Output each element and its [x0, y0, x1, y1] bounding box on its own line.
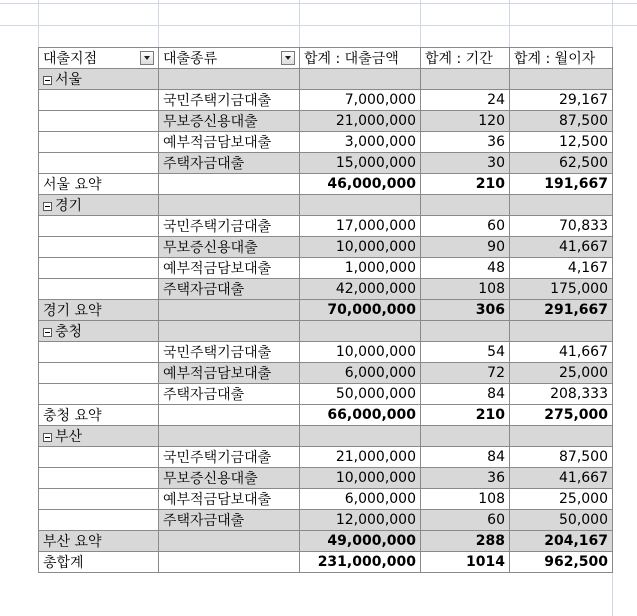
- group-name: 서울: [55, 72, 83, 88]
- empty-cell[interactable]: [510, 321, 613, 342]
- loan-type-cell[interactable]: 무보증신용대출: [159, 111, 300, 132]
- interest-cell[interactable]: 87,500: [510, 111, 613, 132]
- table-row: [39, 153, 613, 174]
- amount-cell[interactable]: 21,000,000: [300, 447, 421, 468]
- loan-type-cell[interactable]: 무보증신용대출: [159, 468, 300, 489]
- gridline: [509, 0, 510, 47]
- subtotal-interest[interactable]: 204,167: [510, 531, 613, 552]
- amount-cell[interactable]: 3,000,000: [300, 132, 421, 153]
- header-interest[interactable]: 합계 : 월이자: [510, 48, 613, 69]
- table-row: [39, 342, 613, 363]
- group-header-row: [39, 426, 613, 447]
- amount-cell[interactable]: 17,000,000: [300, 216, 421, 237]
- subtotal-label[interactable]: 경기 요약: [39, 300, 159, 321]
- loan-type-cell[interactable]: 무보증신용대출: [159, 237, 300, 258]
- interest-cell[interactable]: 62,500: [510, 153, 613, 174]
- empty-cell[interactable]: [39, 132, 159, 153]
- empty-cell[interactable]: [159, 405, 300, 426]
- subtotal-amount[interactable]: 70,000,000: [300, 300, 421, 321]
- amount-cell[interactable]: 15,000,000: [300, 153, 421, 174]
- interest-cell[interactable]: 29,167: [510, 90, 613, 111]
- subtotal-amount[interactable]: 49,000,000: [300, 531, 421, 552]
- interest-cell[interactable]: 4,167: [510, 258, 613, 279]
- empty-cell[interactable]: [159, 321, 300, 342]
- pivot-table: [38, 47, 613, 573]
- loan-type-cell[interactable]: 예부적금담보대출: [159, 363, 300, 384]
- loan-type-cell[interactable]: 주택자금대출: [159, 384, 300, 405]
- amount-cell[interactable]: 42,000,000: [300, 279, 421, 300]
- table-row: [39, 489, 613, 510]
- empty-cell[interactable]: [300, 69, 421, 90]
- table-row: [39, 216, 613, 237]
- empty-cell[interactable]: [159, 552, 300, 573]
- pivot-header-row: [39, 48, 613, 69]
- amount-cell[interactable]: 21,000,000: [300, 111, 421, 132]
- loan-type-cell[interactable]: 국민주택기금대출: [159, 216, 300, 237]
- loan-type-cell[interactable]: 예부적금담보대출: [159, 489, 300, 510]
- subtotal-period[interactable]: 210: [421, 174, 510, 195]
- period-cell[interactable]: 84: [421, 384, 510, 405]
- table-row: [39, 363, 613, 384]
- empty-cell[interactable]: [300, 195, 421, 216]
- group-label-cell[interactable]: [39, 195, 159, 216]
- period-cell[interactable]: 54: [421, 342, 510, 363]
- loan-type-cell[interactable]: 국민주택기금대출: [159, 447, 300, 468]
- empty-cell[interactable]: [510, 195, 613, 216]
- empty-cell[interactable]: [421, 69, 510, 90]
- subtotal-period[interactable]: 288: [421, 531, 510, 552]
- collapse-minus-icon[interactable]: [43, 328, 52, 337]
- empty-cell[interactable]: [421, 426, 510, 447]
- interest-cell[interactable]: 41,667: [510, 342, 613, 363]
- amount-cell[interactable]: 12,000,000: [300, 510, 421, 531]
- period-cell[interactable]: 36: [421, 132, 510, 153]
- period-cell[interactable]: 72: [421, 363, 510, 384]
- loan-type-cell[interactable]: 주택자금대출: [159, 153, 300, 174]
- interest-cell[interactable]: 25,000: [510, 489, 613, 510]
- loan-type-cell[interactable]: 주택자금대출: [159, 279, 300, 300]
- filter-dropdown-icon[interactable]: [140, 51, 154, 65]
- header-amount[interactable]: 합계 : 대출금액: [300, 48, 421, 69]
- gridline: [0, 25, 637, 26]
- gridline: [299, 0, 300, 47]
- empty-cell[interactable]: [300, 426, 421, 447]
- empty-cell[interactable]: [39, 447, 159, 468]
- table-row: [39, 111, 613, 132]
- amount-cell[interactable]: 7,000,000: [300, 90, 421, 111]
- empty-cell[interactable]: [159, 69, 300, 90]
- empty-cell[interactable]: [39, 153, 159, 174]
- grand-total-row: [39, 552, 613, 573]
- empty-cell[interactable]: [421, 321, 510, 342]
- loan-type-cell[interactable]: 주택자금대출: [159, 510, 300, 531]
- interest-cell[interactable]: 70,833: [510, 216, 613, 237]
- group-name: 경기: [55, 198, 83, 214]
- table-row: [39, 258, 613, 279]
- gridline: [38, 0, 39, 47]
- period-cell[interactable]: 48: [421, 258, 510, 279]
- empty-cell[interactable]: [39, 90, 159, 111]
- grand-total-interest[interactable]: 962,500: [510, 552, 613, 573]
- period-cell[interactable]: 108: [421, 279, 510, 300]
- group-name: 부산: [55, 429, 83, 445]
- subtotal-period[interactable]: 306: [421, 300, 510, 321]
- subtotal-amount[interactable]: 66,000,000: [300, 405, 421, 426]
- table-row: [39, 510, 613, 531]
- grand-total-amount[interactable]: 231,000,000: [300, 552, 421, 573]
- empty-cell[interactable]: [39, 237, 159, 258]
- period-cell[interactable]: 30: [421, 153, 510, 174]
- empty-cell[interactable]: [159, 195, 300, 216]
- header-branch[interactable]: [39, 48, 159, 69]
- subtotal-period[interactable]: 210: [421, 405, 510, 426]
- period-cell[interactable]: 84: [421, 447, 510, 468]
- subtotal-label[interactable]: 서울 요약: [39, 174, 159, 195]
- empty-cell[interactable]: [159, 300, 300, 321]
- period-cell[interactable]: 60: [421, 510, 510, 531]
- empty-cell[interactable]: [39, 384, 159, 405]
- loan-type-cell[interactable]: 예부적금담보대출: [159, 132, 300, 153]
- gridline: [158, 0, 159, 47]
- interest-cell[interactable]: 87,500: [510, 447, 613, 468]
- period-cell[interactable]: 60: [421, 216, 510, 237]
- empty-cell[interactable]: [39, 510, 159, 531]
- header-type[interactable]: [159, 48, 300, 69]
- empty-cell[interactable]: [159, 531, 300, 552]
- empty-cell[interactable]: [510, 69, 613, 90]
- amount-cell[interactable]: 50,000,000: [300, 384, 421, 405]
- empty-cell[interactable]: [39, 342, 159, 363]
- empty-cell[interactable]: [300, 321, 421, 342]
- header-branch-label: 대출지점: [43, 51, 98, 67]
- group-label-cell[interactable]: [39, 321, 159, 342]
- amount-cell[interactable]: 6,000,000: [300, 489, 421, 510]
- gridline: [0, 3, 637, 4]
- loan-type-cell[interactable]: 국민주택기금대출: [159, 342, 300, 363]
- empty-cell[interactable]: [39, 363, 159, 384]
- interest-cell[interactable]: 175,000: [510, 279, 613, 300]
- subtotal-label[interactable]: 부산 요약: [39, 531, 159, 552]
- header-type-label: 대출종류: [163, 51, 218, 67]
- table-row: [39, 90, 613, 111]
- header-period[interactable]: 합계 : 기간: [421, 48, 510, 69]
- empty-cell[interactable]: [159, 426, 300, 447]
- table-row: [39, 279, 613, 300]
- period-cell[interactable]: 90: [421, 237, 510, 258]
- loan-type-cell[interactable]: 예부적금담보대출: [159, 258, 300, 279]
- collapse-minus-icon[interactable]: [43, 202, 52, 211]
- subtotal-row: [39, 531, 613, 552]
- period-cell[interactable]: 120: [421, 111, 510, 132]
- empty-cell[interactable]: [39, 216, 159, 237]
- subtotal-interest[interactable]: 191,667: [510, 174, 613, 195]
- subtotal-amount[interactable]: 46,000,000: [300, 174, 421, 195]
- interest-cell[interactable]: 41,667: [510, 237, 613, 258]
- subtotal-label[interactable]: 충청 요약: [39, 405, 159, 426]
- table-row: [39, 384, 613, 405]
- interest-cell[interactable]: 25,000: [510, 363, 613, 384]
- group-header-row: [39, 195, 613, 216]
- empty-cell[interactable]: [39, 258, 159, 279]
- interest-cell[interactable]: 208,333: [510, 384, 613, 405]
- amount-cell[interactable]: 10,000,000: [300, 237, 421, 258]
- table-row: [39, 447, 613, 468]
- table-row: [39, 468, 613, 489]
- period-cell[interactable]: 108: [421, 489, 510, 510]
- subtotal-row: [39, 174, 613, 195]
- interest-cell[interactable]: 41,667: [510, 468, 613, 489]
- empty-cell[interactable]: [159, 174, 300, 195]
- subtotal-row: [39, 405, 613, 426]
- empty-cell[interactable]: [510, 426, 613, 447]
- amount-cell[interactable]: 10,000,000: [300, 468, 421, 489]
- group-header-row: [39, 69, 613, 90]
- interest-cell[interactable]: 50,000: [510, 510, 613, 531]
- period-cell[interactable]: 36: [421, 468, 510, 489]
- period-cell[interactable]: 24: [421, 90, 510, 111]
- filter-dropdown-icon[interactable]: [281, 51, 295, 65]
- amount-cell[interactable]: 1,000,000: [300, 258, 421, 279]
- empty-cell[interactable]: [39, 489, 159, 510]
- amount-cell[interactable]: 6,000,000: [300, 363, 421, 384]
- group-header-row: [39, 321, 613, 342]
- empty-cell[interactable]: [421, 195, 510, 216]
- subtotal-row: [39, 300, 613, 321]
- interest-cell[interactable]: 12,500: [510, 132, 613, 153]
- table-row: [39, 132, 613, 153]
- loan-type-cell[interactable]: 국민주택기금대출: [159, 90, 300, 111]
- subtotal-interest[interactable]: 275,000: [510, 405, 613, 426]
- grand-total-label[interactable]: 총합계: [39, 552, 159, 573]
- group-label-cell[interactable]: [39, 426, 159, 447]
- grand-total-period[interactable]: 1014: [421, 552, 510, 573]
- collapse-minus-icon[interactable]: [43, 433, 52, 442]
- empty-cell[interactable]: [39, 111, 159, 132]
- subtotal-interest[interactable]: 291,667: [510, 300, 613, 321]
- group-label-cell[interactable]: [39, 69, 159, 90]
- empty-cell[interactable]: [39, 468, 159, 489]
- table-row: [39, 237, 613, 258]
- amount-cell[interactable]: 10,000,000: [300, 342, 421, 363]
- collapse-minus-icon[interactable]: [43, 76, 52, 85]
- gridline: [420, 0, 421, 47]
- group-name: 충청: [55, 324, 83, 340]
- empty-cell[interactable]: [39, 279, 159, 300]
